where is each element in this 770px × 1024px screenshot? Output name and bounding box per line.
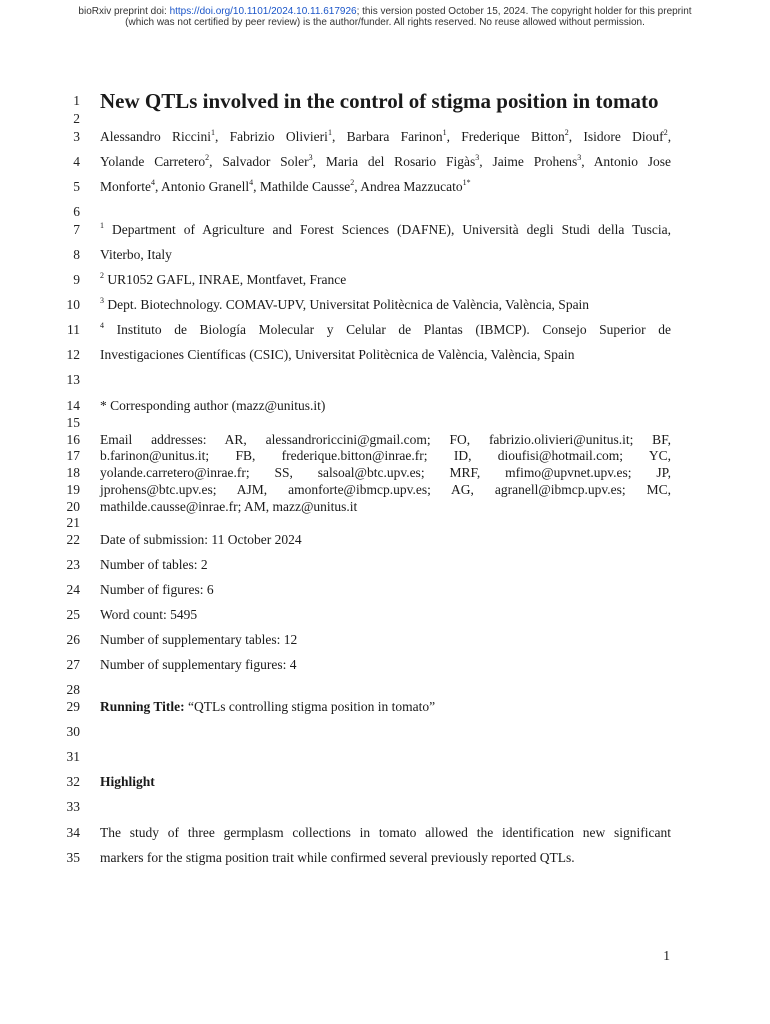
word-count: Word count: 5495 — [100, 607, 198, 622]
line-number: 5 — [73, 179, 80, 194]
highlight-text: markers for the stigma position trait while confirmed several previously reported QTLs. — [100, 850, 575, 865]
line-number: 6 — [73, 204, 80, 219]
authors-line-3: Monforte$^4$, Antonio Granell$^4$, Mathilde Causse$^2$, Andrea Mazzucato$^{1*}$ — [100, 178, 471, 194]
line-number: 18 — [66, 465, 80, 480]
line-number: 29 — [66, 699, 80, 714]
line-number: 7 — [73, 222, 80, 237]
authors-line-1: Alessandro Riccini$^1$, Fabrizio Olivieri$^1$, Barbara Farinon$^1$, Frederique Bitton$^2$, Isidore Diouf$^2$, — [100, 128, 672, 144]
author-name: Fabrizio Olivieri — [229, 129, 328, 144]
author-name: Jaime Prohens — [492, 154, 578, 169]
author-affiliation-mark: 3 — [308, 153, 313, 162]
author-affiliation-mark: 2 — [663, 128, 668, 137]
line-number: 4 — [73, 154, 80, 169]
affiliation-text: Dept. Biotechnology. COMAV-UPV, Universitat Politècnica de València, València, Spain — [107, 297, 590, 312]
author-affiliation-mark: 4 — [151, 178, 155, 187]
affiliation-3 — [100, 297, 671, 313]
table-count: Number of tables: 2 — [100, 557, 208, 572]
email-line: yolande.carretero@inrae.fr; SS, salsoal@btc.upv.es; MRF, mfimo@upvnet.upv.es; JP, — [100, 465, 671, 480]
line-number: 28 — [66, 682, 80, 697]
author-affiliation-mark: 1 — [327, 128, 332, 137]
line-number: 33 — [66, 799, 80, 814]
line-number: 16 — [66, 432, 80, 447]
doi-link[interactable]: https://doi.org/10.1101/2024.10.11.617926 — [169, 6, 357, 17]
line-number: 12 — [66, 347, 80, 362]
author-name: Andrea Mazzucato — [360, 179, 463, 194]
email-line: jprohens@btc.upv.es; AJM, amonforte@ibmcp.upv.es; AG, agranell@ibmcp.upv.es; MC, — [100, 482, 671, 497]
author-name: Salvador Soler — [222, 154, 309, 169]
line-number: 25 — [66, 607, 80, 622]
highlight-heading: Highlight — [100, 774, 155, 789]
affiliation-text: UR1052 GAFL, INRAE, Montfavet, France — [107, 272, 347, 287]
affiliation-mark: 2 — [100, 271, 104, 280]
line-number: 23 — [66, 557, 80, 572]
line-number: 1 — [73, 93, 80, 108]
author-affiliation-mark: 4 — [249, 178, 254, 187]
line-number: 34 — [66, 825, 80, 840]
line-number: 20 — [66, 499, 80, 514]
affiliation-1 — [100, 222, 671, 238]
page-number: 1 — [663, 948, 670, 963]
author-affiliation-mark: 3 — [577, 153, 582, 162]
affiliation-4-cont: Investigaciones Científicas (CSIC), Universitat Politècnica de València, València, Spain — [100, 347, 575, 362]
author-name: Isidore Diouf — [583, 129, 664, 144]
line-number: 10 — [66, 297, 80, 312]
author-affiliation-mark: 2 — [350, 178, 355, 187]
figure-count: Number of figures: 6 — [100, 582, 214, 597]
line-number: 8 — [73, 247, 80, 262]
header-text-2: ; this version posted October 15, 2024. The copyright holder for this preprint — [356, 6, 692, 17]
author-name: Antonio Jose — [593, 154, 671, 169]
running-title-value: “QTLs controlling stigma position in tomato” — [188, 699, 436, 714]
affiliation-text: Department of Agriculture and Forest Sciences (DAFNE), Università degli Studi della Tuscia, — [112, 222, 672, 237]
corresponding-author: * Corresponding author (mazz@unitus.it) — [100, 398, 326, 413]
line-number: 32 — [66, 774, 80, 789]
affiliation-4 — [100, 322, 671, 338]
line-number: 35 — [66, 850, 80, 865]
line-number: 11 — [67, 322, 80, 337]
affiliation-mark: 1 — [100, 221, 104, 230]
preprint-header — [0, 6, 770, 28]
affiliation-text: Instituto de Biología Molecular y Celular de Plantas (IBMCP). Consejo Superior de — [116, 322, 672, 337]
author-affiliation-mark: 1 — [211, 128, 216, 137]
running-title — [100, 699, 671, 715]
affiliation-1-cont: Viterbo, Italy — [100, 247, 172, 262]
author-name: Yolande Carretero — [100, 154, 206, 169]
line-number: 27 — [66, 657, 80, 672]
line-number: 24 — [66, 582, 80, 597]
author-affiliation-mark: 3 — [475, 153, 480, 162]
author-name: Barbara Farinon — [346, 129, 443, 144]
paper-title: New QTLs involved in the control of stigma position in tomato — [100, 89, 659, 113]
line-number: 13 — [66, 372, 80, 387]
affiliation-2 — [100, 272, 671, 288]
email-line: mathilde.causse@inrae.fr; AM, mazz@unitus.it — [100, 499, 358, 514]
supp-figure-count: Number of supplementary figures: 4 — [100, 657, 297, 672]
author-name: Alessandro Riccini — [100, 129, 212, 144]
header-text-1: bioRxiv preprint doi: — [78, 6, 170, 17]
header-line-2: (which was not certified by peer review) is the author/funder. All rights reserved. No reuse allowed without permission. — [125, 17, 645, 28]
supp-table-count: Number of supplementary tables: 12 — [100, 632, 298, 647]
affiliation-mark: 4 — [100, 321, 104, 330]
line-number: 2 — [73, 111, 80, 126]
line-number: 3 — [73, 129, 80, 144]
header-line-1 — [0, 6, 770, 17]
author-name: Monforte — [100, 179, 151, 194]
authors-line-2: Yolande Carretero$^2$, Salvador Soler$^3$, Maria del Rosario Figàs$^3$, Jaime Prohens$^3$, Antonio Jose — [100, 153, 671, 169]
author-name: Frederique Bitton — [461, 129, 565, 144]
line-number: 26 — [66, 632, 80, 647]
running-title-label: Running Title: — [100, 699, 185, 714]
author-affiliation-mark: 1* — [462, 178, 471, 187]
line-number: 17 — [66, 448, 80, 463]
affiliation-mark: 3 — [100, 296, 104, 305]
author-affiliation-mark: 2 — [205, 153, 210, 162]
submission-date: Date of submission: 11 October 2024 — [100, 532, 302, 547]
email-line: b.farinon@unitus.it; FB, frederique.bitton@inrae.fr; ID, dioufisi@hotmail.com; YC, — [100, 448, 671, 463]
author-affiliation-mark: 1 — [442, 128, 447, 137]
author-name: Antonio Granell — [161, 179, 250, 194]
line-number: 14 — [66, 398, 80, 413]
line-number: 9 — [73, 272, 80, 287]
author-name: Maria del Rosario Figàs — [325, 154, 476, 169]
line-number: 19 — [66, 482, 80, 497]
email-line: Email addresses: AR, alessandroriccini@gmail.com; FO, fabrizio.olivieri@unitus.it; BF, — [100, 432, 671, 447]
highlight-text: The study of three germplasm collections in tomato allowed the identification new significant — [100, 825, 671, 840]
line-number: 22 — [66, 532, 80, 547]
author-name: Mathilde Causse — [259, 179, 351, 194]
author-affiliation-mark: 2 — [564, 128, 569, 137]
line-number: 30 — [66, 724, 80, 739]
line-number: 15 — [66, 415, 80, 430]
line-number: 21 — [66, 515, 80, 530]
line-number: 31 — [66, 749, 80, 764]
